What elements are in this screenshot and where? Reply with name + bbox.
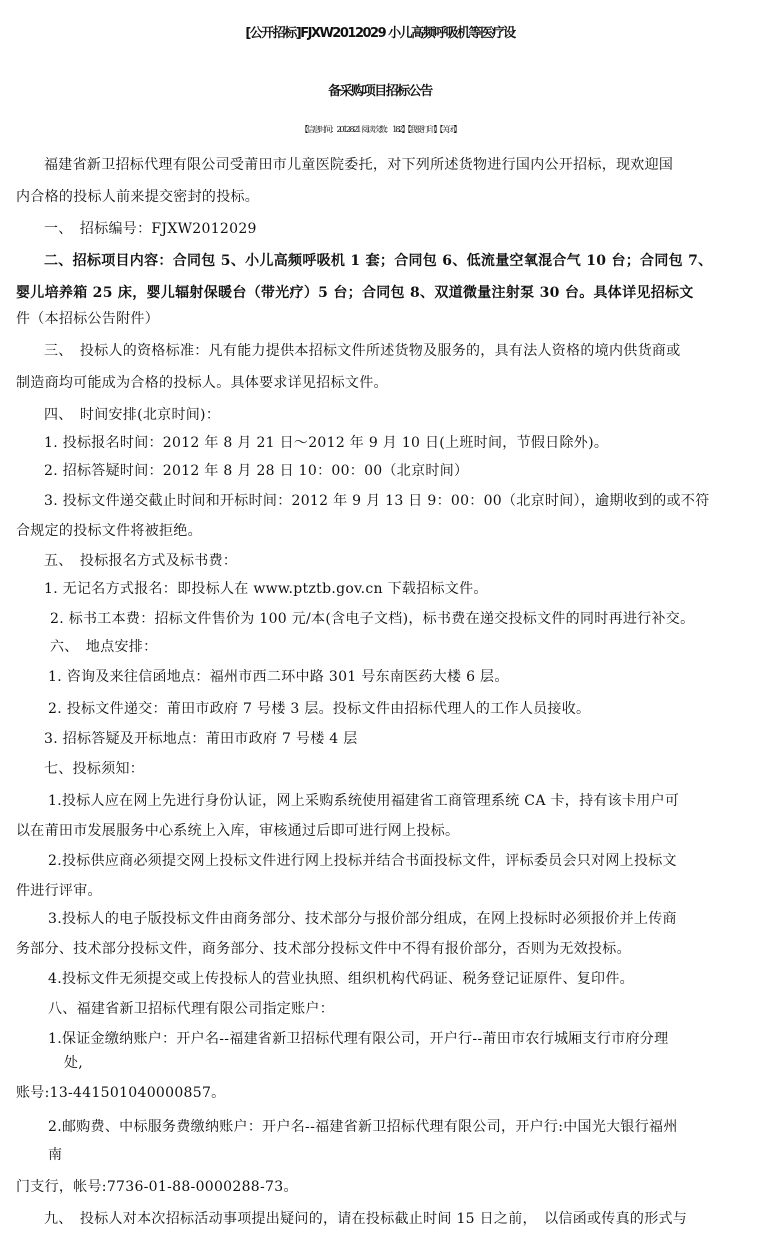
section-7-item-4: 4.投标文件无须提交或上传投标人的营业执照、组织机构代码证、税务登记证原件、复印件。	[48, 971, 634, 987]
section-5-item-2: 2. 标书工本费：招标文件售价为 100 元/本(含电子文档)，标书费在递交投标文件的同时再进行补交。	[50, 611, 695, 627]
section-7-item-1-line-2: 以在莆田市发展服务中心系统上入库，审核通过后即可进行网上投标。	[16, 823, 460, 839]
section-4-heading: 四、 时间安排(北京时间)：	[44, 407, 221, 423]
section-4-item-3-line-1: 3. 投标文件递交截止时间和开标时间：2012 年 9 月 13 日 9：00：00（北京时间），逾期收到的或不符	[44, 493, 710, 509]
section-8-item-1-line-2: 处,	[64, 1055, 84, 1071]
info-bar	[0, 124, 760, 135]
section-2-line-1: 二、招标项目内容：合同包 5、小儿高频呼吸机 1 套；合同包 6、低流量空氧混合气 10 台；合同包 7、	[44, 253, 713, 269]
section-7-item-3-line-2: 务部分、技术部分投标文件，商务部分、技术部分投标文件中不得有报价部分，否则为无效投标。	[16, 941, 631, 957]
intro-line-2: 内合格的投标人前来提交密封的投标。	[16, 189, 260, 205]
section-5-item-1: 1. 无记名方式报名：即投标人在 www.ptztb.gov.cn 下载招标文件。	[44, 581, 488, 597]
section-8-item-2-line-2: 南	[48, 1147, 63, 1163]
section-6-item-3: 3. 招标答疑及开标地点：莆田市政府 7 号楼 4 层	[44, 731, 358, 747]
section-5-heading: 五、 投标报名方式及标书费：	[44, 553, 238, 569]
section-8-account-number-1: 账号:13-441501040000857。	[16, 1085, 226, 1101]
section-4-item-3-line-2: 合规定的投标文件将被拒绝。	[16, 523, 202, 539]
section-7-item-2-line-1: 2.投标供应商必须提交网上投标文件进行网上投标并结合书面投标文件，评标委员会只对网上投标文	[48, 853, 677, 869]
info-time: 2012-8-21	[336, 125, 360, 134]
section-4-item-1: 1. 投标报名时间：2012 年 8 月 21 日～2012 年 9 月 10 日(上班时间，节假日除外)。	[44, 435, 609, 451]
read-count-label: 阅读次数：	[361, 125, 392, 134]
section-9-line-1: 九、 投标人对本次招标活动事项提出疑问的，请在投标截止时间 15 日之前， 以信函或传真的形式与	[44, 1211, 688, 1227]
read-count-close: 】	[401, 125, 408, 134]
section-1-bid-number: 一、 招标编号：FJXW2012029	[44, 221, 257, 237]
read-count: 182	[392, 125, 402, 134]
page-title-line-1: [公开招标]FJXW2012029 小儿高频呼吸机等医疗设	[245, 26, 515, 41]
section-6-item-2: 2. 投标文件递交：莆田市政府 7 号楼 3 层。投标文件由招标代理人的工作人员接收。	[48, 701, 591, 717]
section-8-account-number-2: 门支行，帐号:7736-01-88-0000288-73。	[16, 1179, 298, 1195]
page-title-line-2: 备采购项目招标公告	[328, 84, 432, 99]
section-3-line-2: 制造商均可能成为合格的投标人。具体要求详见招标文件。	[16, 375, 388, 391]
close-link[interactable]: 【关闭】	[439, 125, 460, 134]
info-time-label: 【信息时间：	[300, 125, 337, 134]
print-link[interactable]: 【我要打印】	[407, 125, 440, 134]
section-6-heading: 六、 地点安排：	[50, 639, 158, 655]
section-8-heading: 八、福建省新卫招标代理有限公司指定账户：	[48, 1001, 334, 1017]
section-4-item-2: 2. 招标答疑时间：2012 年 8 月 28 日 10：00：00（北京时间）	[44, 463, 469, 479]
section-8-item-2-line-1: 2.邮购费、中标服务费缴纳账户：开户名--福建省新卫招标代理有限公司，开户行:中国光大银行福州	[48, 1119, 678, 1135]
section-7-heading: 七、投标须知：	[44, 761, 145, 777]
section-6-item-1: 1. 咨询及来往信函地点：福州市西二环中路 301 号东南医药大楼 6 层。	[48, 669, 509, 685]
section-2-line-2: 婴儿培养箱 25 床，婴儿辐射保暖台（带光疗）5 台；合同包 8、双道微量注射泵 30 台。具体详见招标文	[16, 285, 694, 301]
section-7-item-3-line-1: 3.投标人的电子版投标文件由商务部分、技术部分与报价部分组成，在网上投标时必须报价并上传商	[48, 911, 677, 927]
section-8-item-1-line-1: 1.保证金缴纳账户：开户名--福建省新卫招标代理有限公司，开户行--莆田市农行城厢支行市府分理	[48, 1031, 669, 1047]
section-7-item-2-line-2: 件进行评审。	[16, 883, 102, 899]
section-7-item-1-line-1: 1.投标人应在网上先进行身份认证，网上采购系统使用福建省工商管理系统 CA 卡，持有该卡用户可	[48, 793, 680, 809]
section-3-line-1: 三、 投标人的资格标准：凡有能力提供本招标文件所述货物及服务的，具有法人资格的境内供货商或	[44, 343, 681, 359]
section-2-line-3: 件（本招标公告附件）	[16, 311, 159, 327]
intro-line-1: 福建省新卫招标代理有限公司受莆田市儿童医院委托，对下列所述货物进行国内公开招标，现欢迎国	[44, 157, 674, 173]
